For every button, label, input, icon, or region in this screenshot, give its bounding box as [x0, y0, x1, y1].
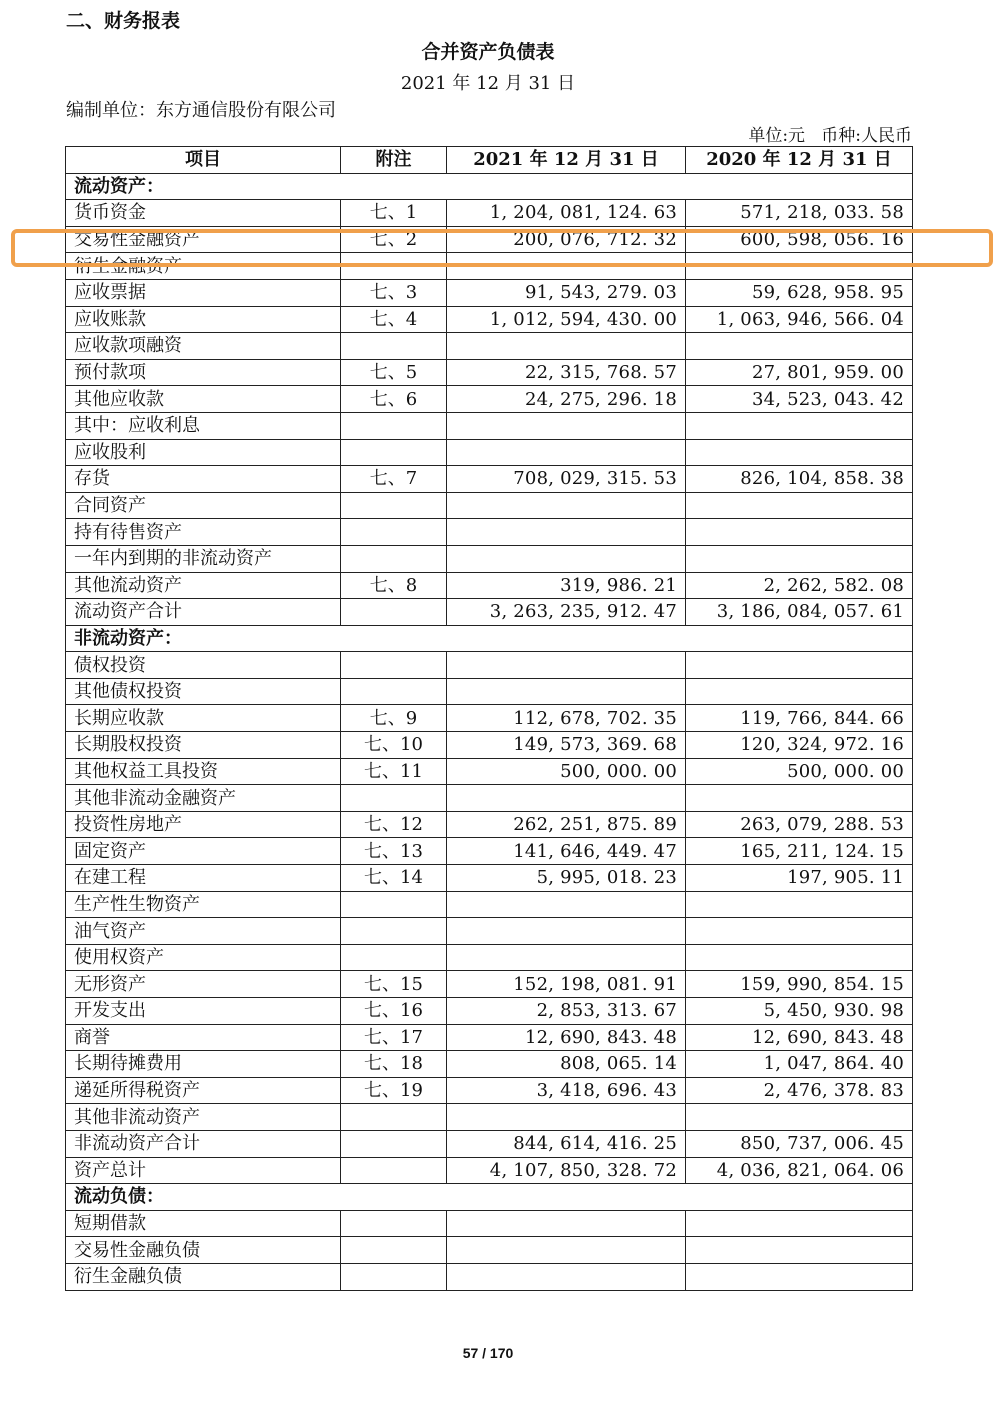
- row-value-2021: [447, 944, 686, 971]
- row-note: [341, 412, 447, 439]
- table-row: [66, 492, 913, 519]
- row-value-2020: 34, 523, 043. 42: [686, 386, 913, 413]
- table-row: [66, 306, 913, 333]
- row-note: 七、10: [341, 732, 447, 759]
- group-heading: 非流动资产：: [66, 625, 913, 652]
- row-value-2021: [447, 678, 686, 705]
- row-note: [341, 944, 447, 971]
- row-note: 七、12: [341, 811, 447, 838]
- row-value-2020: 4, 036, 821, 064. 06: [686, 1157, 913, 1184]
- row-item-label: 其他应收款: [66, 386, 341, 413]
- row-item-label: 债权投资: [66, 652, 341, 679]
- row-note: 七、17: [341, 1024, 447, 1051]
- row-note: 七、3: [341, 279, 447, 306]
- row-item-label: 长期应收款: [66, 705, 341, 732]
- row-value-2020: [686, 439, 913, 466]
- row-value-2020: 1, 063, 946, 566. 04: [686, 306, 913, 333]
- row-value-2020: 119, 766, 844. 66: [686, 705, 913, 732]
- row-item-label: 流动资产合计: [66, 599, 341, 626]
- row-value-2021: 708, 029, 315. 53: [447, 466, 686, 493]
- row-value-2021: [447, 652, 686, 679]
- row-note: 七、1: [341, 200, 447, 227]
- table-row: [66, 1024, 913, 1051]
- row-item-label: 其他权益工具投资: [66, 758, 341, 785]
- row-note: 七、19: [341, 1077, 447, 1104]
- row-note: 七、2: [341, 226, 447, 253]
- table-row: [66, 545, 913, 572]
- row-note: 七、7: [341, 466, 447, 493]
- row-value-2021: 112, 678, 702. 35: [447, 705, 686, 732]
- table-row: [66, 758, 913, 785]
- group-heading: 流动资产：: [66, 173, 913, 200]
- row-item-label: 资产总计: [66, 1157, 341, 1184]
- row-value-2021: [447, 333, 686, 360]
- row-value-2020: [686, 545, 913, 572]
- header-2021: 2021 年 12 月 31 日: [447, 147, 686, 174]
- row-value-2021: [447, 785, 686, 812]
- row-item-label: 预付款项: [66, 359, 341, 386]
- row-value-2020: [686, 1104, 913, 1131]
- table-row: [66, 918, 913, 945]
- group-heading: 流动负债：: [66, 1184, 913, 1211]
- table-row: [66, 599, 913, 626]
- row-value-2021: 5, 995, 018. 23: [447, 865, 686, 892]
- row-value-2020: 27, 801, 959. 00: [686, 359, 913, 386]
- section-heading: 二、财务报表: [66, 10, 181, 32]
- table-row: [66, 732, 913, 759]
- row-value-2020: 571, 218, 033. 58: [686, 200, 913, 227]
- row-value-2020: [686, 918, 913, 945]
- row-value-2021: [447, 891, 686, 918]
- row-value-2020: [686, 519, 913, 546]
- table-row: [66, 1051, 913, 1078]
- row-value-2021: 262, 251, 875. 89: [447, 811, 686, 838]
- row-value-2021: 3, 418, 696. 43: [447, 1077, 686, 1104]
- row-value-2021: 24, 275, 296. 18: [447, 386, 686, 413]
- row-note: 七、16: [341, 998, 447, 1025]
- row-value-2020: [686, 652, 913, 679]
- row-value-2021: [447, 253, 686, 280]
- table-header-row: [66, 147, 913, 174]
- row-value-2020: [686, 944, 913, 971]
- row-note: [341, 918, 447, 945]
- row-item-label: 使用权资产: [66, 944, 341, 971]
- row-note: 七、18: [341, 1051, 447, 1078]
- row-note: 七、6: [341, 386, 447, 413]
- row-note: [341, 1210, 447, 1237]
- row-item-label: 应收票据: [66, 279, 341, 306]
- row-value-2020: [686, 412, 913, 439]
- row-note: [341, 253, 447, 280]
- table-row: [66, 998, 913, 1025]
- row-value-2021: [447, 492, 686, 519]
- page-number: 57 / 170: [462, 1345, 514, 1361]
- row-value-2021: 844, 614, 416. 25: [447, 1130, 686, 1157]
- row-item-label: 交易性金融资产: [66, 226, 341, 253]
- row-item-label: 应收款项融资: [66, 333, 341, 360]
- table-row: [66, 1104, 913, 1131]
- table-row: [66, 439, 913, 466]
- row-value-2020: 850, 737, 006. 45: [686, 1130, 913, 1157]
- row-value-2021: [447, 1263, 686, 1290]
- table-row: [66, 625, 913, 652]
- table-row: [66, 1077, 913, 1104]
- table-row: [66, 971, 913, 998]
- row-item-label: 其中：应收利息: [66, 412, 341, 439]
- row-value-2021: 200, 076, 712. 32: [447, 226, 686, 253]
- row-value-2020: 59, 628, 958. 95: [686, 279, 913, 306]
- table-row: [66, 865, 913, 892]
- table-row: [66, 200, 913, 227]
- row-item-label: 应收账款: [66, 306, 341, 333]
- row-value-2021: 149, 573, 369. 68: [447, 732, 686, 759]
- row-note: [341, 678, 447, 705]
- row-value-2020: [686, 253, 913, 280]
- row-note: 七、8: [341, 572, 447, 599]
- table-row: [66, 838, 913, 865]
- row-item-label: 商誉: [66, 1024, 341, 1051]
- table-row: [66, 1130, 913, 1157]
- table-row: [66, 386, 913, 413]
- header-item: 项目: [66, 147, 341, 174]
- row-item-label: 一年内到期的非流动资产: [66, 545, 341, 572]
- row-item-label: 在建工程: [66, 865, 341, 892]
- row-value-2020: [686, 492, 913, 519]
- row-item-label: 其他非流动资产: [66, 1104, 341, 1131]
- row-item-label: 递延所得税资产: [66, 1077, 341, 1104]
- row-item-label: 交易性金融负债: [66, 1237, 341, 1264]
- table-row: [66, 173, 913, 200]
- row-value-2021: 91, 543, 279. 03: [447, 279, 686, 306]
- header-note: 附注: [341, 147, 447, 174]
- row-item-label: 投资性房地产: [66, 811, 341, 838]
- row-value-2020: 120, 324, 972. 16: [686, 732, 913, 759]
- row-item-label: 固定资产: [66, 838, 341, 865]
- table-row: [66, 944, 913, 971]
- row-value-2020: [686, 333, 913, 360]
- row-item-label: 长期待摊费用: [66, 1051, 341, 1078]
- row-item-label: 应收股利: [66, 439, 341, 466]
- row-note: [341, 1237, 447, 1264]
- row-value-2021: 1, 204, 081, 124. 63: [447, 200, 686, 227]
- table-row: [66, 333, 913, 360]
- row-value-2021: [447, 545, 686, 572]
- row-value-2020: 2, 262, 582. 08: [686, 572, 913, 599]
- table-row: [66, 785, 913, 812]
- table-row: [66, 891, 913, 918]
- row-value-2021: [447, 918, 686, 945]
- row-value-2020: 826, 104, 858. 38: [686, 466, 913, 493]
- row-note: [341, 439, 447, 466]
- row-value-2021: 22, 315, 768. 57: [447, 359, 686, 386]
- report-date: 2021 年 12 月 31 日: [400, 73, 576, 94]
- row-item-label: 生产性生物资产: [66, 891, 341, 918]
- row-note: [341, 785, 447, 812]
- row-note: [341, 599, 447, 626]
- row-value-2020: 5, 450, 930. 98: [686, 998, 913, 1025]
- row-value-2020: [686, 1210, 913, 1237]
- row-item-label: 其他非流动金融资产: [66, 785, 341, 812]
- row-value-2021: 4, 107, 850, 328. 72: [447, 1157, 686, 1184]
- row-item-label: 货币资金: [66, 200, 341, 227]
- row-item-label: 短期借款: [66, 1210, 341, 1237]
- row-value-2020: [686, 891, 913, 918]
- row-value-2021: 808, 065. 14: [447, 1051, 686, 1078]
- row-note: 七、14: [341, 865, 447, 892]
- row-value-2021: 1, 012, 594, 430. 00: [447, 306, 686, 333]
- header-2020: 2020 年 12 月 31 日: [686, 147, 913, 174]
- company-name: 编制单位：东方通信股份有限公司: [66, 100, 336, 121]
- row-value-2021: [447, 412, 686, 439]
- row-value-2021: 2, 853, 313. 67: [447, 998, 686, 1025]
- table-row: [66, 652, 913, 679]
- row-value-2020: 165, 211, 124. 15: [686, 838, 913, 865]
- report-title: 合并资产负债表: [421, 41, 555, 63]
- row-value-2020: 12, 690, 843. 48: [686, 1024, 913, 1051]
- table-row: [66, 412, 913, 439]
- row-note: [341, 1157, 447, 1184]
- row-value-2021: 3, 263, 235, 912. 47: [447, 599, 686, 626]
- table-row: [66, 705, 913, 732]
- row-note: [341, 519, 447, 546]
- row-item-label: 无形资产: [66, 971, 341, 998]
- row-item-label: 存货: [66, 466, 341, 493]
- row-note: 七、4: [341, 306, 447, 333]
- row-value-2020: 600, 598, 056. 16: [686, 226, 913, 253]
- row-item-label: 合同资产: [66, 492, 341, 519]
- row-value-2020: 263, 079, 288. 53: [686, 811, 913, 838]
- row-value-2021: [447, 1104, 686, 1131]
- row-value-2020: 197, 905. 11: [686, 865, 913, 892]
- row-value-2021: 12, 690, 843. 48: [447, 1024, 686, 1051]
- row-value-2020: 2, 476, 378. 83: [686, 1077, 913, 1104]
- row-item-label: 其他流动资产: [66, 572, 341, 599]
- table-row: [66, 1237, 913, 1264]
- row-value-2021: 152, 198, 081. 91: [447, 971, 686, 998]
- row-item-label: 油气资产: [66, 918, 341, 945]
- row-note: [341, 1130, 447, 1157]
- table-row: [66, 572, 913, 599]
- row-value-2021: 141, 646, 449. 47: [447, 838, 686, 865]
- table-row: [66, 1263, 913, 1290]
- row-note: 七、13: [341, 838, 447, 865]
- row-value-2020: [686, 678, 913, 705]
- row-value-2020: [686, 1237, 913, 1264]
- row-value-2021: 319, 986. 21: [447, 572, 686, 599]
- row-value-2020: 500, 000. 00: [686, 758, 913, 785]
- table-row: [66, 279, 913, 306]
- row-value-2021: [447, 1210, 686, 1237]
- row-note: [341, 492, 447, 519]
- row-note: [341, 891, 447, 918]
- table-row: [66, 253, 913, 280]
- table-row: [66, 1184, 913, 1211]
- table-row: [66, 1210, 913, 1237]
- row-note: [341, 652, 447, 679]
- table-row: [66, 519, 913, 546]
- table-body: [66, 173, 913, 1290]
- row-item-label: 持有待售资产: [66, 519, 341, 546]
- row-note: 七、15: [341, 971, 447, 998]
- row-value-2021: [447, 439, 686, 466]
- row-item-label: 开发支出: [66, 998, 341, 1025]
- table-row: [66, 226, 913, 253]
- row-value-2020: 159, 990, 854. 15: [686, 971, 913, 998]
- row-note: 七、9: [341, 705, 447, 732]
- row-item-label: 非流动资产合计: [66, 1130, 341, 1157]
- row-value-2020: 1, 047, 864. 40: [686, 1051, 913, 1078]
- row-note: 七、11: [341, 758, 447, 785]
- table-row: [66, 811, 913, 838]
- row-item-label: 长期股权投资: [66, 732, 341, 759]
- row-note: [341, 333, 447, 360]
- balance-sheet-table: [65, 146, 913, 1291]
- unit-currency-line: 单位:元 币种:人民币: [748, 126, 912, 146]
- table-row: [66, 678, 913, 705]
- row-value-2020: 3, 186, 084, 057. 61: [686, 599, 913, 626]
- table-row: [66, 466, 913, 493]
- row-item-label: 衍生金融负债: [66, 1263, 341, 1290]
- row-item-label: 其他债权投资: [66, 678, 341, 705]
- row-note: [341, 545, 447, 572]
- row-note: 七、5: [341, 359, 447, 386]
- row-value-2021: [447, 1237, 686, 1264]
- row-note: [341, 1104, 447, 1131]
- row-value-2020: [686, 785, 913, 812]
- table-row: [66, 359, 913, 386]
- row-item-label: 衍生金融资产: [66, 253, 341, 280]
- table-row: [66, 1157, 913, 1184]
- row-value-2021: 500, 000. 00: [447, 758, 686, 785]
- row-value-2020: [686, 1263, 913, 1290]
- row-value-2021: [447, 519, 686, 546]
- row-note: [341, 1263, 447, 1290]
